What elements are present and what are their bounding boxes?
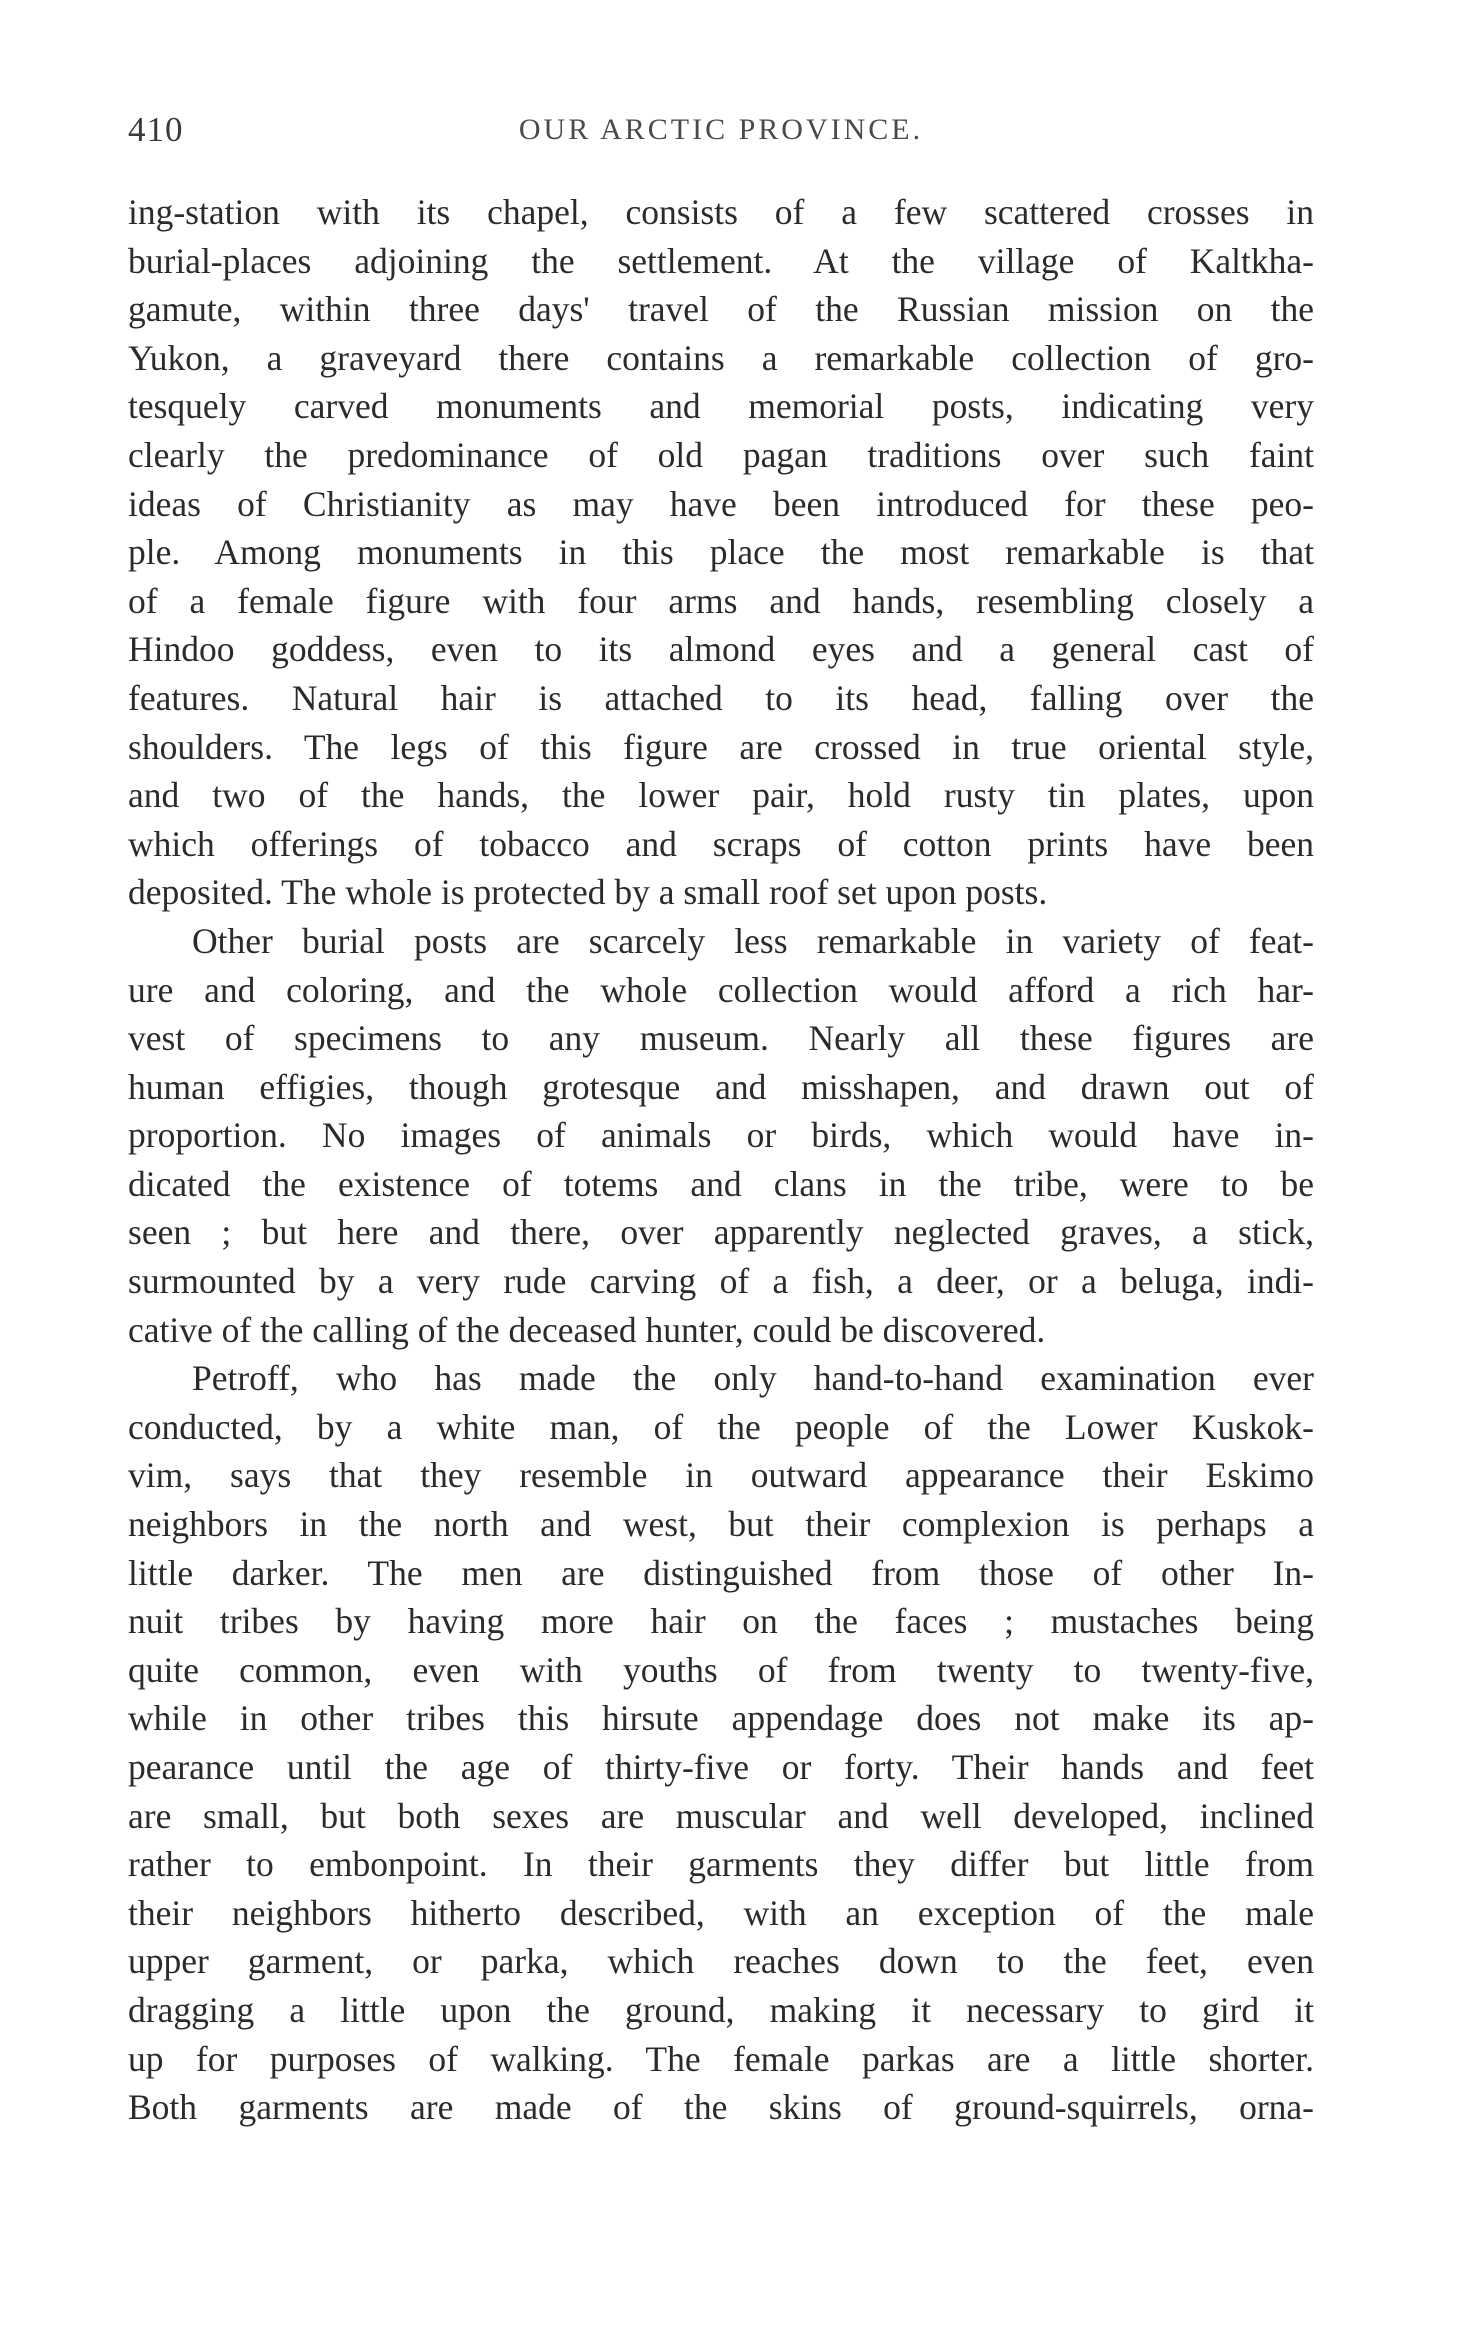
- text-line: upper garment, or parka, which reaches down to the feet, even: [128, 1941, 1314, 1982]
- text-line: features. Natural hair is attached to its head, falling over the: [128, 677, 1314, 718]
- text-line: Petroff, who has made the only hand-to-hand examination ever: [192, 1358, 1314, 1399]
- text-line: conducted, by a white man, of the people of the Lower Kuskok-: [128, 1406, 1314, 1447]
- text-line: ing-station with its chapel, consists of a few scattered crosses in: [128, 192, 1314, 232]
- text-line: cative of the calling of the deceased hunter, could be discovered.: [128, 1309, 1046, 1350]
- paragraph: [128, 1354, 1314, 2132]
- text-line: quite common, even with youths of from twenty to twenty-five,: [128, 1649, 1314, 1690]
- text-line: Yukon, a graveyard there contains a remarkable collection of gro-: [128, 337, 1314, 378]
- text-line: rather to embonpoint. In their garments they differ but little from: [128, 1844, 1314, 1885]
- text-line: deposited. The whole is protected by a small roof set upon posts.: [128, 872, 1048, 913]
- text-line: shoulders. The legs of this figure are crossed in true oriental style,: [128, 726, 1314, 767]
- text-line: neighbors in the north and west, but their complexion is perhaps a: [128, 1504, 1314, 1545]
- text-line: ple. Among monuments in this place the most remarkable is that: [128, 532, 1314, 573]
- text-line: pearance until the age of thirty-five or forty. Their hands and feet: [128, 1747, 1314, 1787]
- paragraph: [128, 188, 1314, 917]
- text-line: vim, says that they resemble in outward appearance their Eskimo: [128, 1455, 1314, 1496]
- text-line: which offerings of tobacco and scraps of cotton prints have been: [128, 823, 1314, 864]
- text-line: ideas of Christianity as may have been introduced for these peo-: [128, 483, 1314, 524]
- text-line: ure and coloring, and the whole collection would afford a rich har-: [128, 969, 1314, 1010]
- text-line: tesquely carved monuments and memorial posts, indicating very: [128, 386, 1314, 427]
- running-head: [128, 110, 1314, 160]
- text-line: gamute, within three days' travel of the Russian mission on the: [128, 289, 1314, 330]
- text-line: dragging a little upon the ground, making it necessary to gird it: [128, 1989, 1314, 2030]
- text-line: seen ; but here and there, over apparently neglected graves, a stick,: [128, 1212, 1314, 1253]
- text-line: little darker. The men are distinguished from those of other In-: [128, 1552, 1314, 1593]
- text-line: their neighbors hitherto described, with an exception of the male: [128, 1892, 1314, 1933]
- text-line: Hindoo goddess, even to its almond eyes and a general cast of: [128, 629, 1314, 670]
- page-number: 410: [128, 110, 184, 149]
- text-line: proportion. No images of animals or birds, which would have in-: [128, 1115, 1314, 1156]
- text-line: dicated the existence of totems and clans in the tribe, were to be: [128, 1163, 1314, 1204]
- paragraph: [128, 917, 1314, 1354]
- text-line: and two of the hands, the lower pair, hold rusty tin plates, upon: [128, 775, 1314, 816]
- text-line: human effigies, though grotesque and misshapen, and drawn out of: [128, 1066, 1314, 1107]
- text-line: surmounted by a very rude carving of a fish, a deer, or a beluga, indi-: [128, 1261, 1314, 1302]
- text-line: are small, but both sexes are muscular and well developed, inclined: [128, 1795, 1314, 1836]
- text-line: nuit tribes by having more hair on the faces ; mustaches being: [128, 1601, 1314, 1642]
- body-text: [128, 188, 1314, 2132]
- text-line: Both garments are made of the skins of ground-squirrels, orna-: [128, 2087, 1314, 2128]
- text-line: clearly the predominance of old pagan traditions over such faint: [128, 434, 1314, 475]
- text-line: of a female figure with four arms and hands, resembling closely a: [128, 580, 1314, 621]
- running-title: OUR ARCTIC PROVINCE.: [518, 113, 924, 146]
- text-line: burial-places adjoining the settlement. At the village of Kaltkha-: [128, 240, 1314, 281]
- text-line: vest of specimens to any museum. Nearly all these figures are: [128, 1018, 1314, 1059]
- text-line: Other burial posts are scarcely less remarkable in variety of feat-: [192, 920, 1314, 961]
- text-line: while in other tribes this hirsute appendage does not make its ap-: [128, 1698, 1314, 1739]
- text-line: up for purposes of walking. The female parkas are a little shorter.: [128, 2038, 1314, 2079]
